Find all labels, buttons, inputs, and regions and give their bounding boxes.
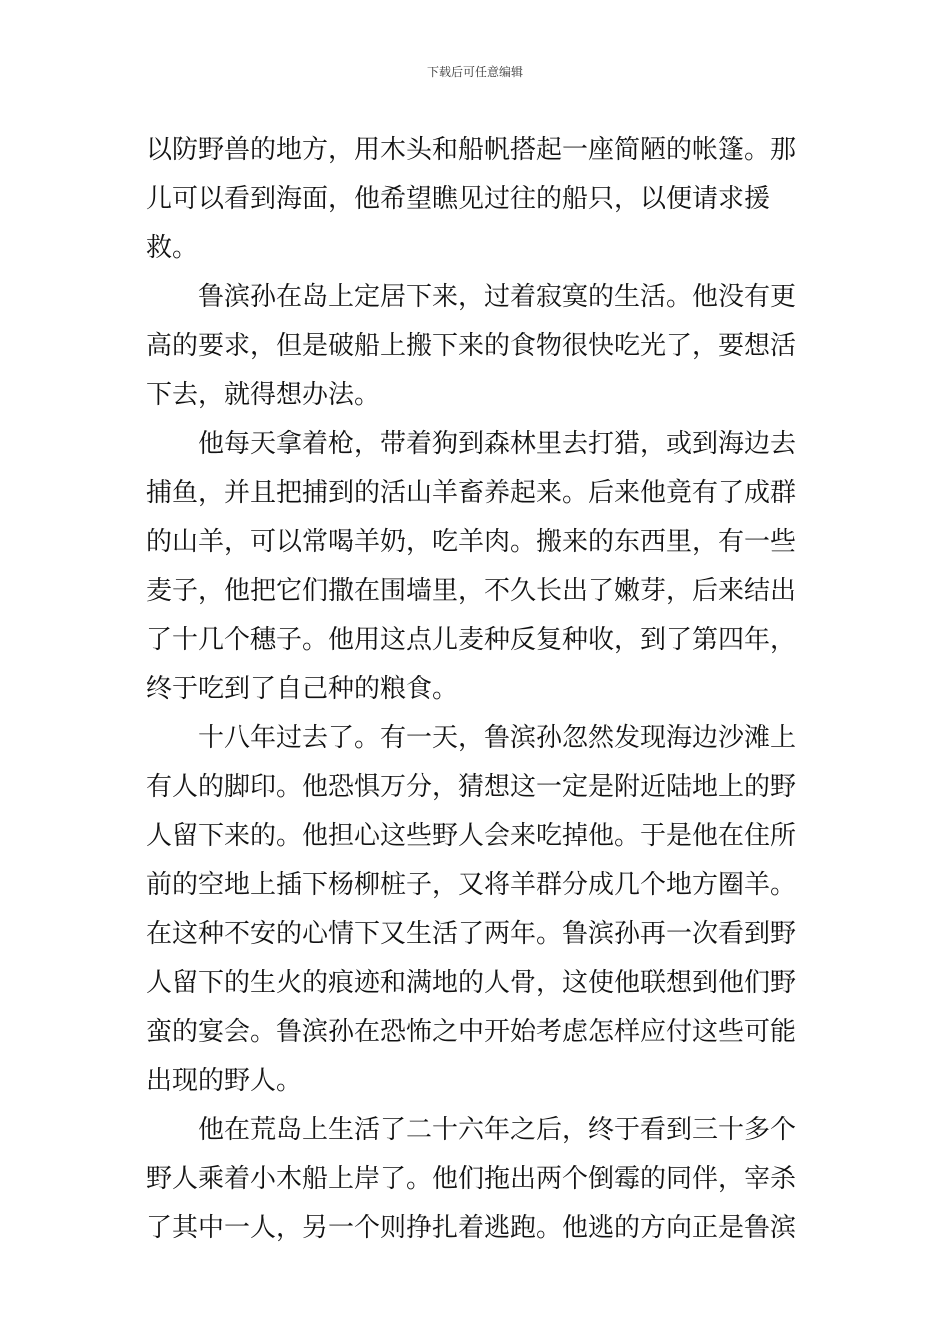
paragraph: 鲁滨孙在岛上定居下来，过着寂寞的生活。他没有更高的要求，但是破船上搬下来的食物很快吃光了，要想活下去，就得想办法。 — [146, 282, 797, 410]
paragraph: 十八年过去了。有一天，鲁滨孙忽然发现海边沙滩上有人的脚印。他恐惧万分，猜想这一定是附近陆地上的野人留下来的。他担心这些野人会来吃掉他。于是他在住所前的空地上插下杨柳桩子，又将羊群分成几个地方圈羊。在这种不安的心情下又生活了两年。鲁滨孙再一次看到野人留下的生火的痕迹和满地的人骨，这使他联想到他们野蛮的宴会。鲁滨孙在恐怖之中开始考虑怎样应付这些可能出现的野人。 — [146, 723, 797, 1096]
paragraph: 他每天拿着枪，带着狗到森林里去打猎，或到海边去捕鱼，并且把捕到的活山羊畜养起来。后来他竟有了成群的山羊，可以常喝羊奶，吃羊肉。搬来的东西里，有一些麦子，他把它们撒在围墙里，不久长出了嫩芽，后来结出了十几个穗子。他用这点儿麦种反复种收，到了第四年，终于吃到了自己种的粮食。 — [146, 429, 797, 704]
paragraph: 他在荒岛上生活了二十六年之后，终于看到三十多个野人乘着小木船上岸了。他们拖出两个倒霉的同伴，宰杀了其中一人，另一个则挣扎着逃跑。他逃的方向正是鲁滨 — [146, 1115, 797, 1243]
page-header: 下载后可任意编辑 — [426, 65, 523, 79]
document-body — [146, 126, 810, 1253]
paragraph: 以防野兽的地方，用木头和船帆搭起一座简陋的帐篷。那儿可以看到海面，他希望瞧见过往的船只，以便请求援救。 — [146, 135, 797, 263]
